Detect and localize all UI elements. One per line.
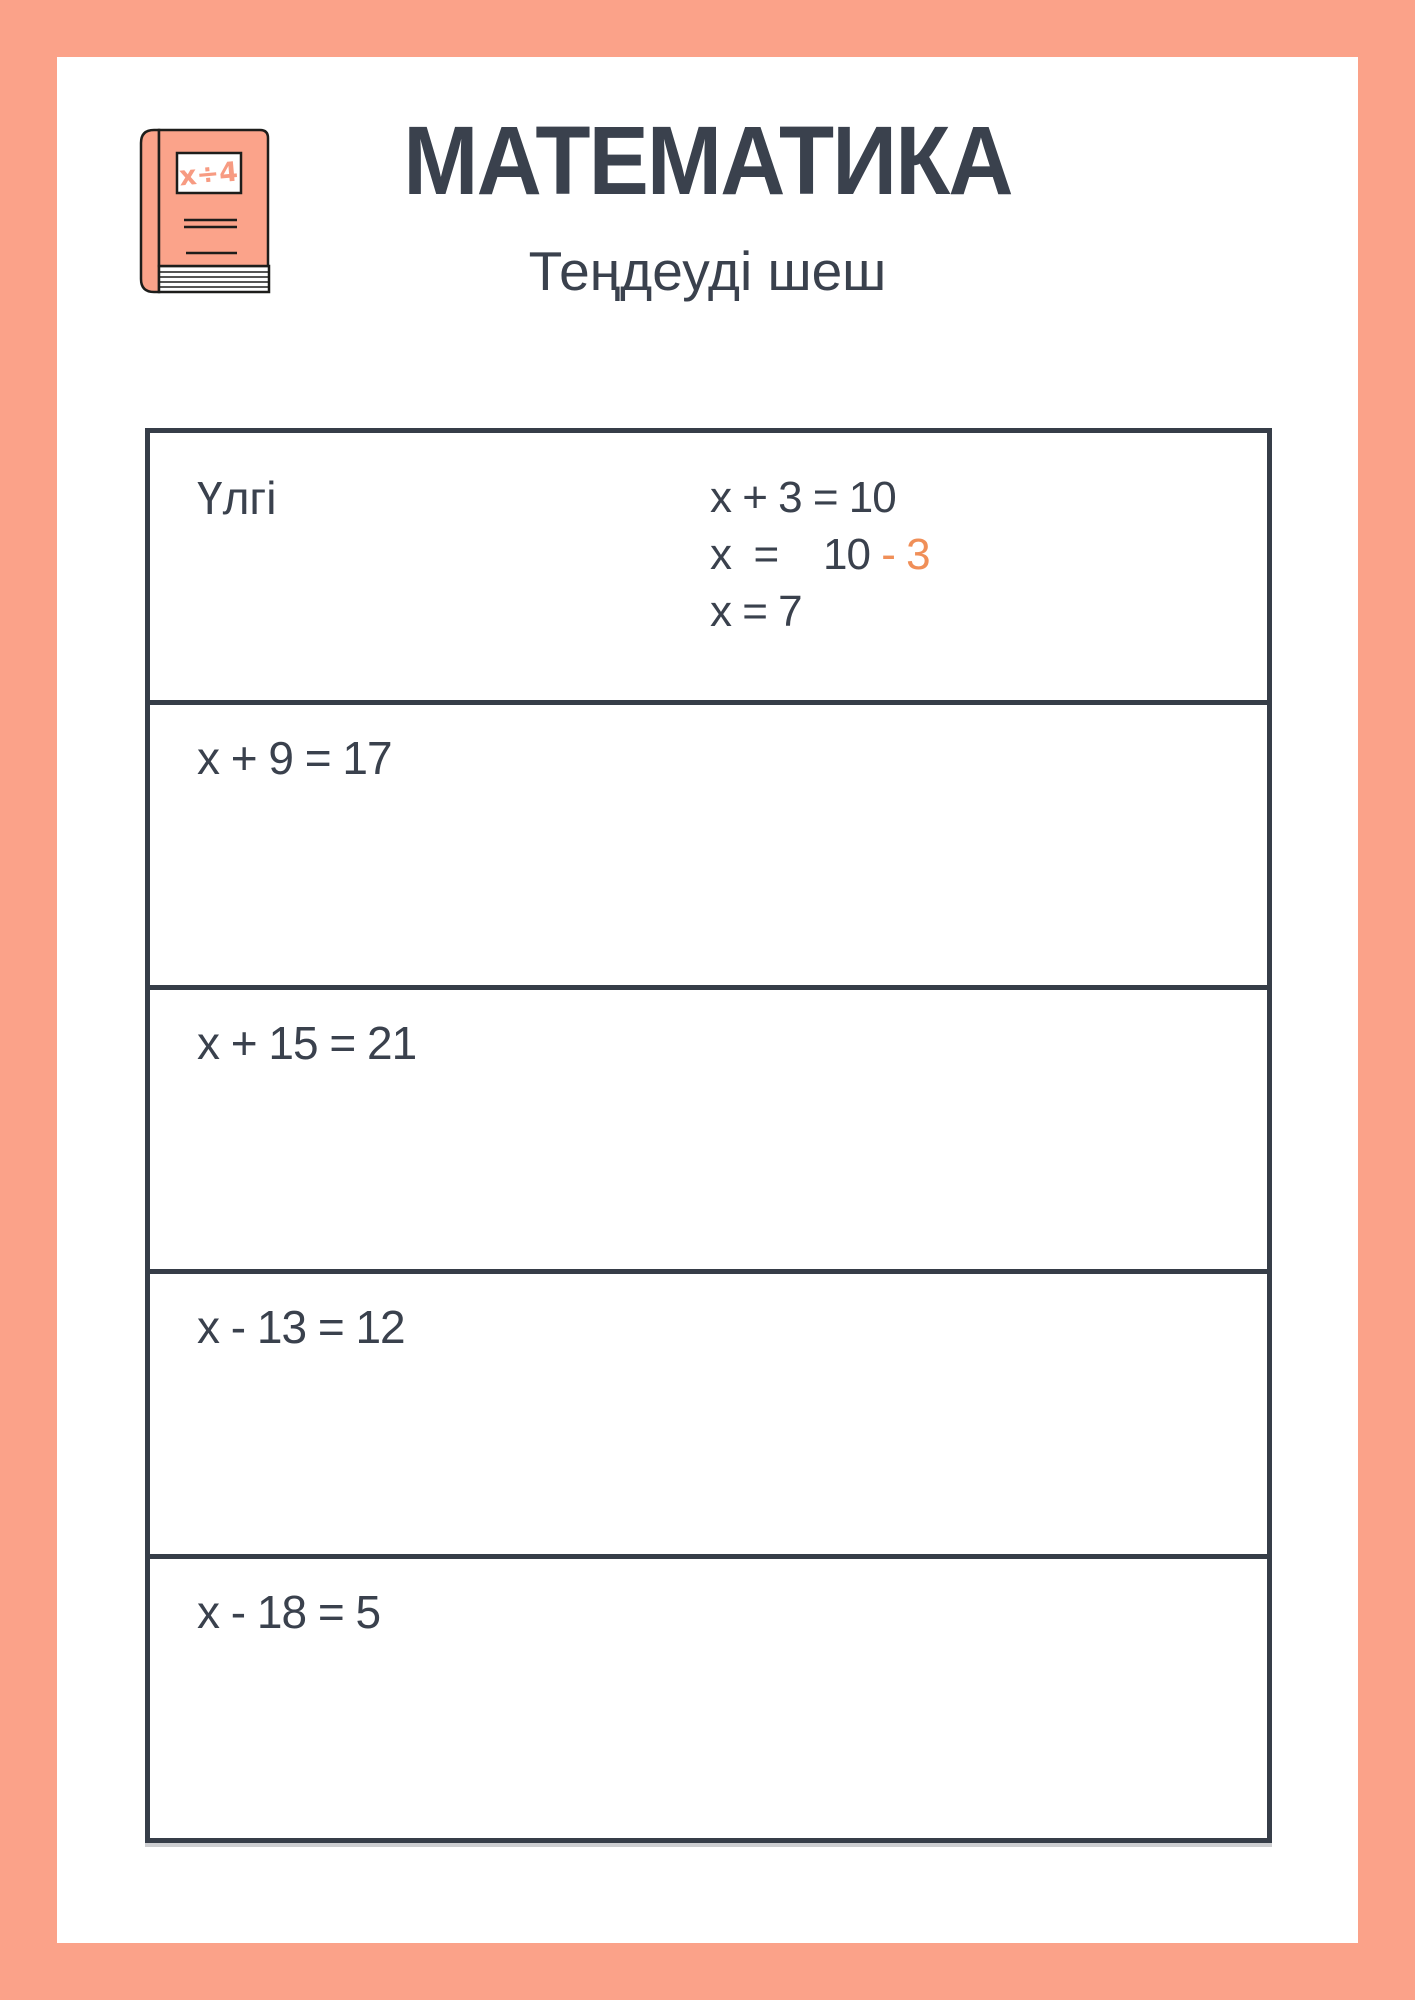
example-label: Үлгі: [197, 472, 277, 524]
problem-equation: x - 13 = 12: [197, 1301, 405, 1353]
example-row: [150, 433, 1267, 700]
problem-row: [150, 700, 1267, 985]
page-title: МАТЕМАТИКА: [403, 106, 1012, 215]
problem-row: [150, 985, 1267, 1270]
problem-row: [150, 1269, 1267, 1554]
problem-equation: x - 18 = 5: [197, 1585, 381, 1638]
example-work: [710, 469, 930, 640]
problem-equation: x + 15 = 21: [197, 1016, 417, 1069]
example-line-3: x = 7: [710, 587, 802, 636]
example-line-1: x + 3 = 10: [710, 473, 896, 522]
problem-row: [150, 1554, 1267, 1839]
problem-equation: x + 9 = 17: [197, 732, 392, 784]
example-line-2: [710, 526, 930, 583]
worksheet-sheet: [57, 57, 1358, 1943]
book-label-text: x÷4: [177, 156, 240, 193]
example-line-2-dark: x = 10: [710, 530, 882, 579]
example-line-2-accent: - 3: [881, 530, 930, 579]
worksheet-table: [145, 428, 1272, 1843]
page-subtitle: Теңдеуді шеш: [528, 240, 887, 302]
